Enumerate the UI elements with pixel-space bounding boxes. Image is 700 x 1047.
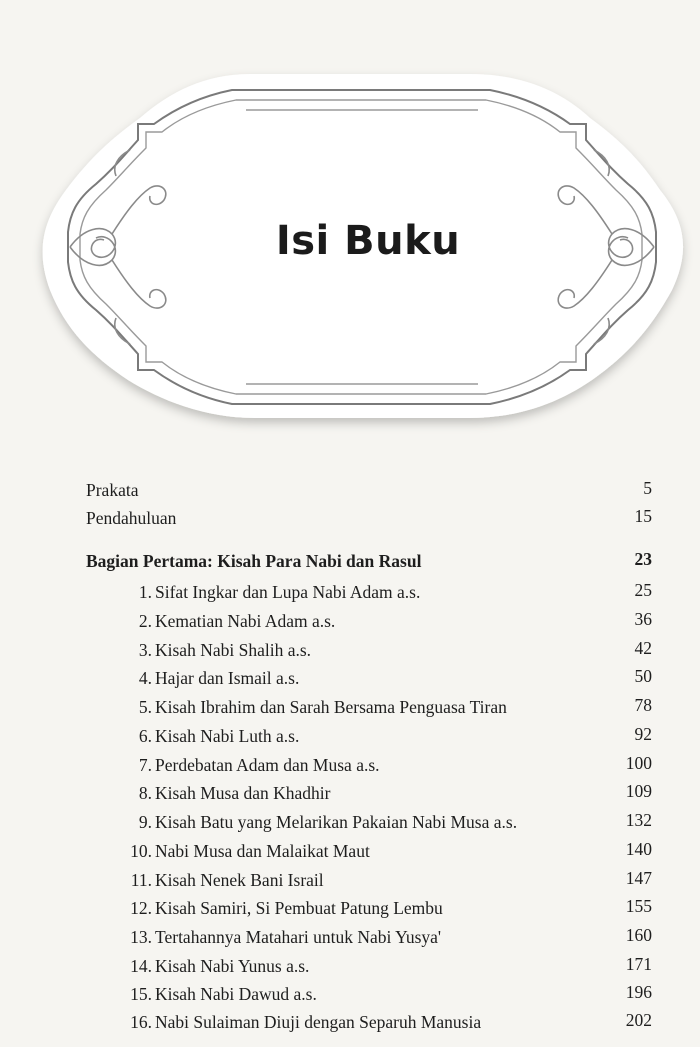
toc-item-number: 15. [130, 984, 152, 1004]
toc-item-label: Nabi Musa dan Malaikat Maut [155, 841, 370, 861]
toc-item [86, 952, 652, 980]
toc-item-number: 5. [138, 697, 152, 717]
toc-entry-prakata [86, 476, 652, 504]
toc-item [86, 808, 652, 836]
toc-page-number: 202 [625, 1010, 652, 1030]
toc-page-number: 171 [625, 954, 652, 974]
toc-item [86, 664, 652, 692]
toc-item [86, 837, 652, 865]
toc-item-label: Kematian Nabi Adam a.s. [155, 611, 336, 631]
toc-part-heading [86, 547, 652, 575]
toc-item-number: 12. [130, 898, 152, 918]
toc-item-label: Kisah Nabi Shalih a.s. [155, 640, 312, 660]
toc-item [86, 1008, 652, 1036]
toc-item-number: 3. [138, 640, 152, 660]
toc-item-label: Kisah Samiri, Si Pembuat Patung Lembu [155, 898, 443, 918]
toc-item-number: 16. [130, 1012, 152, 1032]
toc-item-number: 6. [138, 726, 152, 746]
toc-item-label: Kisah Nabi Yunus a.s. [155, 956, 310, 976]
toc-item [86, 607, 652, 635]
toc-page-number: 78 [634, 695, 652, 715]
page-title: Isi Buku [275, 218, 461, 264]
toc-page-number: 155 [625, 896, 652, 916]
toc-page-number: 92 [634, 724, 652, 744]
toc-item-label: Tertahannya Matahari untuk Nabi Yusya' [155, 927, 442, 947]
toc-item-label: Perdebatan Adam dan Musa a.s. [155, 755, 380, 775]
toc-item-label: Kisah Batu yang Melarikan Pakaian Nabi Musa a.s. [155, 812, 518, 832]
toc-page-number: 140 [625, 839, 652, 859]
toc-item-label: Hajar dan Ismail a.s. [155, 668, 300, 688]
toc-entry-label: Pendahuluan [86, 508, 177, 528]
toc-item-label: Kisah Ibrahim dan Sarah Bersama Penguasa Tiran [155, 697, 507, 717]
toc-item [86, 693, 652, 721]
toc-entry-pendahuluan [86, 504, 652, 532]
title-ornament-frame [0, 0, 700, 440]
toc-item-number: 10. [130, 841, 152, 861]
toc-page-number: 147 [625, 868, 652, 888]
toc-item [86, 923, 652, 951]
toc-item [86, 779, 652, 807]
toc-item-number: 13. [130, 927, 152, 947]
toc-item-label: Kisah Musa dan Khadhir [155, 783, 331, 803]
toc-page-number: 132 [625, 810, 652, 830]
toc-page-number: 42 [634, 638, 652, 658]
toc-part-label: Bagian Pertama: Kisah Para Nabi dan Rasul [86, 551, 422, 571]
toc-item [86, 866, 652, 894]
toc-item-label: Kisah Nenek Bani Israil [155, 870, 324, 890]
toc-page-number: 25 [634, 580, 652, 600]
toc-item-label: Nabi Sulaiman Diuji dengan Separuh Manusia [155, 1012, 482, 1032]
toc-item-number: 1. [138, 582, 152, 602]
toc-item [86, 894, 652, 922]
toc-page-number: 36 [634, 609, 652, 629]
toc-item [86, 636, 652, 664]
toc-item-number: 9. [138, 812, 152, 832]
toc-item-number: 14. [130, 956, 152, 976]
toc-item-number: 7. [138, 755, 152, 775]
toc-page-number: 5 [643, 478, 652, 498]
toc-item-label: Kisah Nabi Luth a.s. [155, 726, 300, 746]
toc-item [86, 578, 652, 606]
toc-entry-label: Prakata [86, 480, 139, 500]
toc-item [86, 722, 652, 750]
toc-page-number: 196 [625, 982, 652, 1002]
toc-item [86, 751, 652, 779]
toc-page-number: 100 [625, 753, 652, 773]
toc-page-number: 109 [625, 781, 652, 801]
toc-item-number: 4. [138, 668, 152, 688]
toc-page-number: 50 [634, 666, 652, 686]
toc-page-number: 15 [634, 506, 652, 526]
toc-item-label: Kisah Nabi Dawud a.s. [155, 984, 317, 1004]
toc-item-number: 8. [138, 783, 152, 803]
toc-page-number: 23 [634, 549, 652, 569]
toc-item-number: 11. [130, 870, 152, 890]
toc-item-label: Sifat Ingkar dan Lupa Nabi Adam a.s. [155, 582, 421, 602]
toc-item [86, 980, 652, 1008]
toc-item-number: 2. [138, 611, 152, 631]
toc-page-number: 160 [625, 925, 652, 945]
